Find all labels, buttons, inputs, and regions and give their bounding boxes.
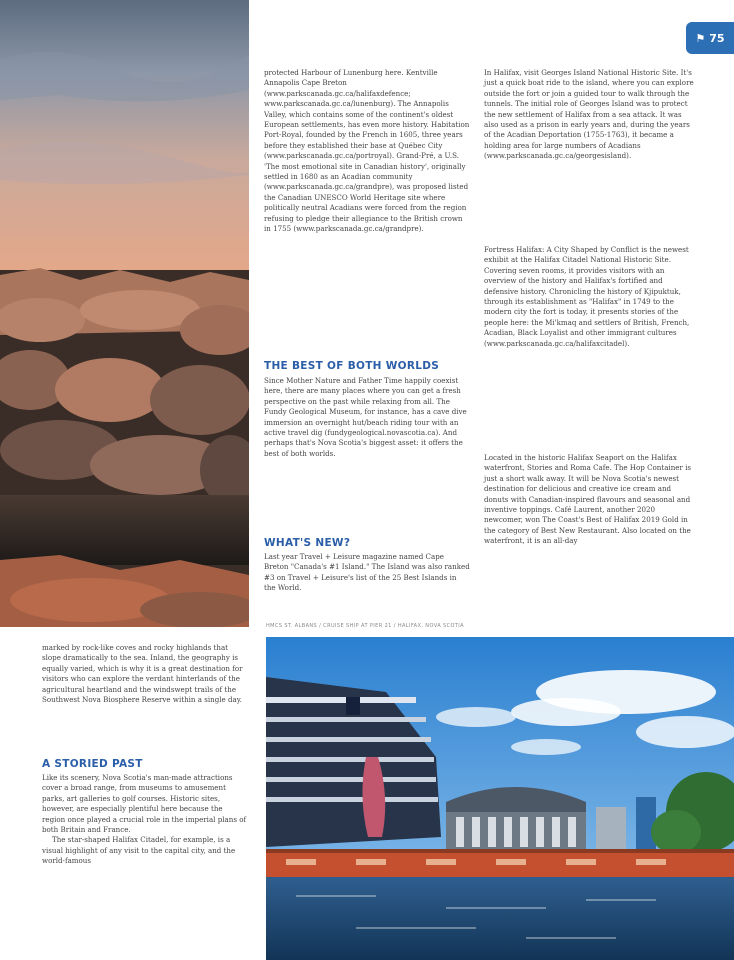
section-heading-storied-past: A STORIED PAST <box>42 758 143 770</box>
middle-column-text-2 <box>264 376 470 459</box>
paragraph: marked by rock-like coves and rocky highlands that slope dramatically to the sea. Inland, the geography is equally varied, which is why it is a great destination for visitors who can explore the verdant hinterlands of the agricultural heartland and the windswept trails of the Southwest Nova Biosphere Reserve within a single day. <box>42 643 243 705</box>
paragraph: Like its scenery, Nova Scotia's man-made attractions cover a broad range, from museums to amusement parks, art galleries to golf courses. Historic sites, however, are especially plentiful here because the region once played a crucial role in the imperial plans of both Britain and France. <box>42 773 247 835</box>
section-heading-whats-new: WHAT'S NEW? <box>264 537 351 549</box>
page-number: 75 <box>709 31 725 45</box>
paragraph: In Halifax, visit Georges Island National Historic Site. It's just a quick boat ride to the island, where you can explore outside the fort or join a guided tour to walk through the tunnels. The initial role of Georges Island was to protect the new settlement of Halifax from a sea attack. It was also used as a prison in early years and, during the years of the Acadian Deportation (1755-1763), it became a holding area for large numbers of Acadians (www.parkscanada.gc.ca/georgesisland). <box>484 68 694 161</box>
halifax-waterfront-photo <box>266 637 734 960</box>
right-column-text-2 <box>484 245 696 349</box>
bottom-left-text-1 <box>42 643 248 705</box>
photo-caption: HMCS ST. ALBANS / CRUISE SHIP AT PIER 21 / HALIFAX, NOVA SCOTIA <box>266 623 464 629</box>
page-number-badge <box>686 22 734 54</box>
waterfront-illustration <box>266 637 734 960</box>
paragraph: The star-shaped Halifax Citadel, for example, is a visual highlight of any visit to the capital city, and the world-famous <box>42 835 236 866</box>
paragraph: Last year Travel + Leisure magazine named Cape Breton "Canada's #1 Island." The Island was also ranked #3 on Travel + Leisure's list of the 25 Best Islands in the World. <box>264 552 470 593</box>
middle-column-text-1 <box>264 68 470 235</box>
paragraph: Located in the historic Halifax Seaport on the Halifax waterfront, Stories and Roma Cafe. The Hop Container is just a short walk away. It will be Nova Scotia's newest destination for delicious and creative ice cream and donuts with Canadian-inspired flavours and seasonal and inventive toppings. Café Laurent, another 2020 newcomer, won The Coast's Best of Halifax 2019 Gold in the category of Best New Restaurant. Also located on the waterfront, it is an all-day <box>484 453 692 546</box>
middle-column-text-3 <box>264 552 470 594</box>
right-column-text-1 <box>484 68 696 162</box>
section-heading-best-of-both-worlds: THE BEST OF BOTH WORLDS <box>264 360 440 372</box>
bottom-left-text-2 <box>42 773 248 867</box>
coastal-rocks-photo <box>0 0 249 627</box>
flag-icon: ⚑ <box>695 31 706 45</box>
paragraph: Since Mother Nature and Father Time happily coexist here, there are many places where you can get a fresh perspective on the past while relaxing from all. The Fundy Geological Museum, for instance, has a cave dive immersion an overnight hut/beach riding tour with an active travel dig (fundygeological.novascotia.ca). And perhaps that's Nova Scotia's biggest asset: it offers the best of both worlds. <box>264 376 467 458</box>
paragraph: Fortress Halifax: A City Shaped by Conflict is the newest exhibit at the Halifax Citadel National Historic Site. Covering seven rooms, it provides visitors with an overview of the history and Halifax's fortified and defensive history. Chronicling the history of Kjipuktuk, through its establishment as "Halifax" in 1749 to the modern city the fort is today, it presents stories of the people here: the Mi'kmaq and settlers of British, French, Acadian, Black Loyalist and other immigrant cultures (www.parkscanada.gc.ca/halifaxcitadel). <box>484 245 690 348</box>
paragraph: protected Harbour of Lunenburg here. Kentville Annapolis Cape Breton (www.parkscanada.gc.ca/halifaxdefence; www.parkscanada.gc.ca/lunenburg). The Annapolis Valley, which contains some of the continent's oldest European settlements, has even more history. Habitation Port-Royal, founded by the French in 1605, three years before they established their base at Québec City (www.parkscanada.gc.ca/portroyal). Grand-Pré, a U.S. 'The most emotional site in Canadian history', originally settled in 1680 as an Acadian community (www.parkscanada.gc.ca/grandpre), was proposed listed the Canadian UNESCO World Heritage site where politically neutral Acadians were forced from the region refusing to pledge their allegiance to the British crown in 1755 (www.parkscanada.gc.ca/grandpre). <box>264 68 470 234</box>
coastal-rocks-illustration <box>0 0 249 627</box>
right-column-text-3 <box>484 453 696 547</box>
